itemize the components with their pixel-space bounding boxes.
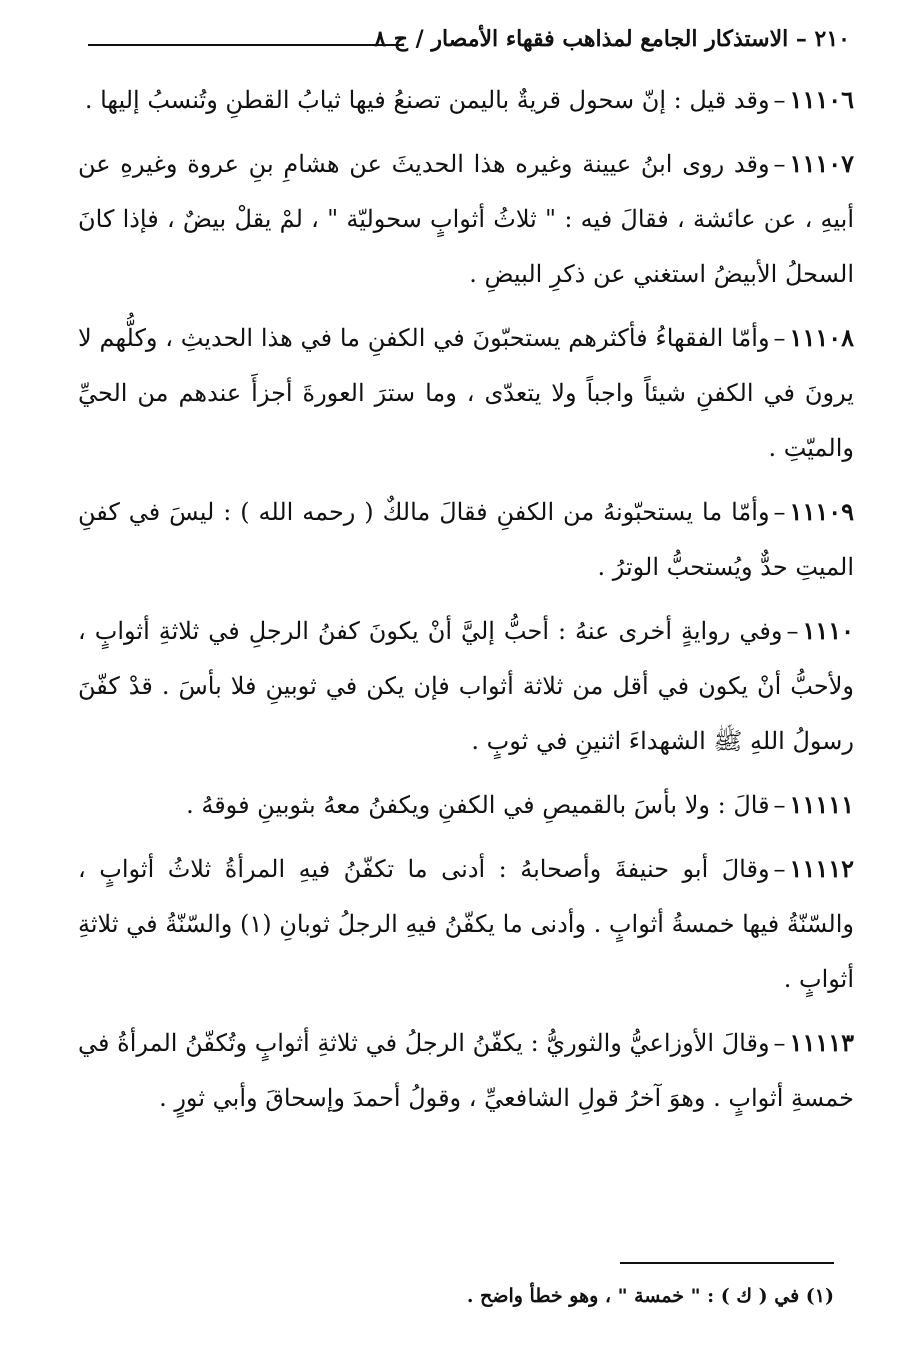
paragraph-11108: [78, 310, 854, 476]
paragraph-text: وقد روى ابنُ عيينة وغيره هذا الحديثَ عن هشامِ بنِ عروة وغيرهِ عن أبيهِ ، عن عائشة ، فقالَ فيه : " ثلاثُ أثوابٍ سحوليّة " ، لمْ يقلْ بيضٌ ، فإذا كانَ السحلُ الأبيضُ استغني عن ذكرِ البيضِ .: [78, 150, 854, 288]
paragraph-text: قالَ : ولا بأسَ بالقميصِ في الكفنِ ويكفنُ معهُ بثوبينِ فوقهُ .: [186, 791, 770, 819]
dash-separator: –: [773, 86, 786, 114]
dash-separator: –: [786, 617, 799, 645]
paragraph-number: ١١١٠٦: [789, 85, 854, 114]
dash-separator: –: [773, 498, 786, 526]
paragraph-11109: [78, 484, 854, 595]
dash-separator: –: [773, 1029, 786, 1057]
paragraph-number: ١١١١٢: [789, 854, 854, 883]
running-header: ٢١٠ – الاستذكار الجامع لمذاهب فقهاء الأمصار / ج ٨: [374, 26, 850, 52]
paragraph-text: وقالَ أبو حنيفةَ وأصحابهُ : أدنى ما تكفّنُ فيهِ المرأةُ ثلاثُ أثوابٍ ، والسّنّةُ فيها خمسةُ أثوابٍ . وأدنى ما يكفّنُ فيهِ الرجلُ ثوبانِ (١) والسّنّةُ في ثلاثةِ أثوابٍ .: [77, 855, 854, 993]
paragraph-text: وقالَ الأوزاعيُّ والثوريُّ : يكفّنُ الرجلُ في ثلاثةِ أثوابٍ وتُكفّنُ المرأةُ في خمسةِ أثوابٍ . وهوَ آخرُ قولِ الشافعيِّ ، وقولُ أحمدَ وإسحاقَ وأبي ثورٍ .: [78, 1029, 854, 1112]
paragraph-11113: [78, 1015, 854, 1126]
paragraph-11112: [78, 841, 854, 1007]
paragraph-number: ١١١٠٩: [789, 497, 854, 526]
body-text: [78, 72, 854, 1134]
dash-separator: –: [773, 150, 786, 178]
paragraph-number: ١١١٠٧: [789, 149, 854, 178]
paragraph-text: وفي روايةٍ أخرى عنهُ : أحبُّ إليَّ أنْ يكونَ كفنُ الرجلِ في ثلاثةِ أثوابٍ ، ولأحبُّ أنْ يكون في أقل من ثلاثة أثواب فإن يكن في ثوبينِ فلا بأسَ . قدْ كفّنَ رسولُ اللهِ ﷺ الشهداءَ اثنينِ في ثوبٍ .: [78, 617, 854, 755]
paragraph-text: وأمّا ما يستحبّونهُ من الكفنِ فقالَ مالكٌ ( رحمه الله ) : ليسَ في كفنِ الميتِ حدٌّ ويُستحبُّ الوترُ .: [78, 498, 854, 581]
header-rule: [88, 44, 404, 46]
footnote: (١) في ( ك ) : " خمسة " ، وهو خطأ واضح .: [466, 1285, 834, 1307]
paragraph-11107: [78, 136, 854, 302]
dash-separator: –: [773, 791, 786, 819]
paragraph-11111: [78, 777, 854, 833]
dash-separator: –: [773, 855, 786, 883]
paragraph-number: ١١١١١: [789, 790, 854, 819]
dash-separator: –: [773, 324, 786, 352]
paragraph-text: وقد قيل : إنّ سحول قريةٌ باليمن تصنعُ فيها ثيابُ القطنِ وتُنسبُ إليها .: [84, 86, 770, 114]
footnote-rule: [620, 1262, 834, 1264]
paragraph-number: ١١١٠: [802, 616, 854, 645]
paragraph-11106: [78, 72, 854, 128]
paragraph-number: ١١١٠٨: [789, 323, 854, 352]
paragraph-1110: [78, 603, 854, 769]
paragraph-number: ١١١١٣: [789, 1028, 854, 1057]
paragraph-text: وأمّا الفقهاءُ فأكثرهم يستحبّونَ في الكفنِ ما في هذا الحديثِ ، وكلُّهم لا يرونَ في الكفنِ شيئاً واجباً ولا يتعدّى ، وما سترَ العورةَ أجزأَ عندهم من الحيِّ والميّتِ .: [78, 324, 854, 462]
